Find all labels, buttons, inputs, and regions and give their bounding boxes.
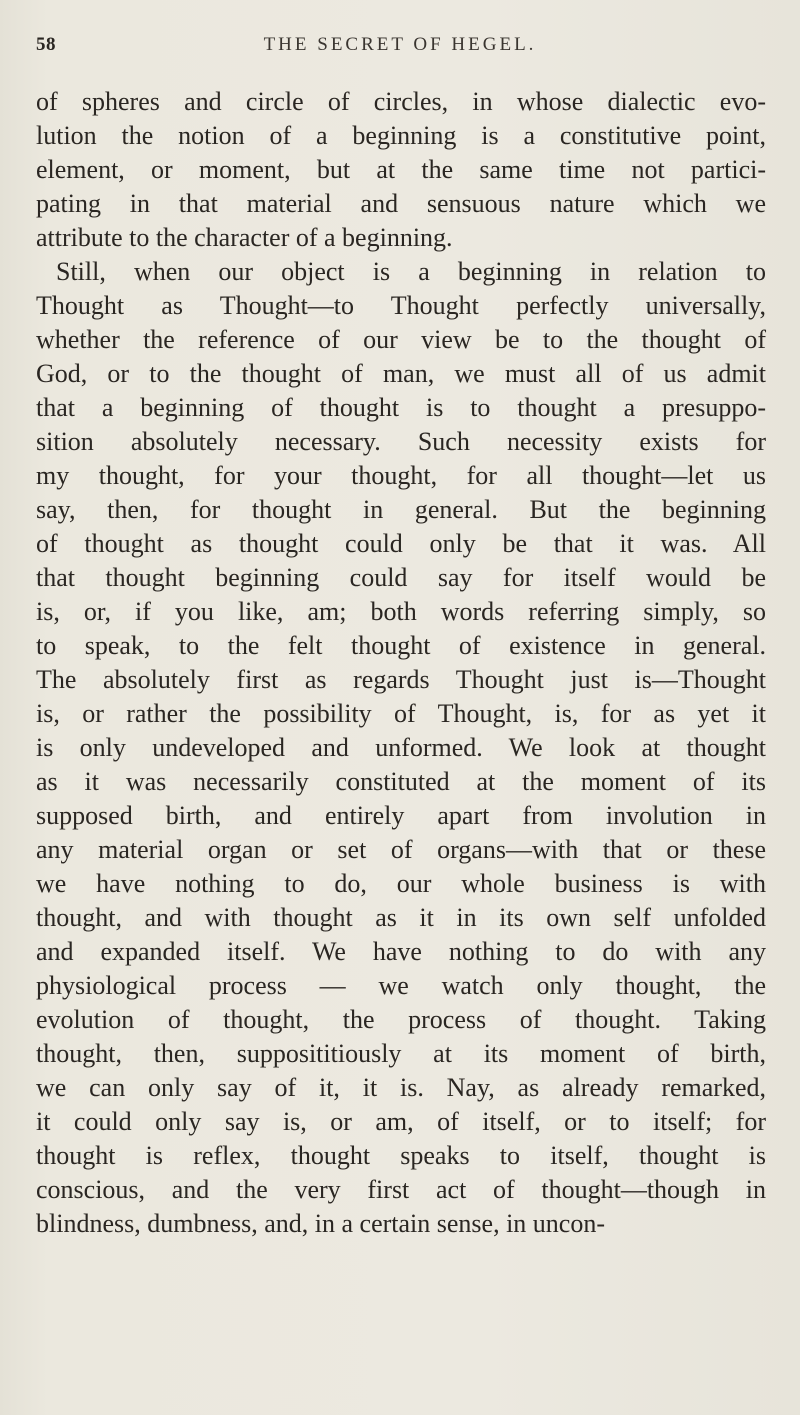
- text-line: Thought as Thought—to Thought perfectly universally,: [36, 291, 766, 320]
- text-line: any material organ or set of organs—with that or these: [36, 835, 766, 864]
- text-line: we can only say of it, it is. Nay, as already remarked,: [36, 1073, 766, 1102]
- running-head: THE SECRET OF HEGEL.: [263, 34, 537, 55]
- text-line: God, or to the thought of man, we must all of us admit: [36, 359, 766, 388]
- text-line: physiological process — we watch only thought, the: [36, 971, 766, 1000]
- text-line: thought, then, supposititiously at its moment of birth,: [36, 1039, 766, 1068]
- text-line: thought is reflex, thought speaks to itself, thought is: [36, 1141, 766, 1170]
- text-line: of spheres and circle of circles, in whose dialectic evo-: [36, 87, 766, 116]
- text-line: sition absolutely necessary. Such necessity exists for: [36, 427, 766, 456]
- text-line: evolution of thought, the process of thought. Taking: [36, 1005, 766, 1034]
- text-line: to speak, to the felt thought of existence in general.: [36, 631, 766, 660]
- text-line: blindness, dumbness, and, in a certain sense, in uncon-: [36, 1209, 605, 1238]
- text-line: is, or rather the possibility of Thought, is, for as yet it: [36, 699, 766, 728]
- text-line: and expanded itself. We have nothing to do with any: [36, 937, 766, 966]
- text-line: say, then, for thought in general. But the beginning: [36, 495, 766, 524]
- body-text: [36, 85, 766, 1241]
- text-line: is, or, if you like, am; both words referring simply, so: [36, 597, 766, 626]
- text-line: we have nothing to do, our whole business is with: [36, 869, 766, 898]
- text-line: of thought as thought could only be that it was. All: [36, 529, 766, 558]
- text-line: lution the notion of a beginning is a constitutive point,: [36, 121, 766, 150]
- text-line: attribute to the character of a beginning.: [36, 223, 453, 252]
- text-line: my thought, for your thought, for all thought—let us: [36, 461, 766, 490]
- text-line: supposed birth, and entirely apart from involution in: [36, 801, 766, 830]
- page-number: 58: [36, 34, 56, 55]
- text-line: that thought beginning could say for itself would be: [36, 563, 766, 592]
- text-line: is only undeveloped and unformed. We look at thought: [36, 733, 766, 762]
- page-header: [36, 26, 764, 66]
- text-line: Still, when our object is a beginning in relation to: [56, 257, 766, 286]
- text-line: The absolutely first as regards Thought just is—Thought: [36, 665, 766, 694]
- text-line: conscious, and the very first act of thought—though in: [36, 1175, 766, 1204]
- text-line: whether the reference of our view be to the thought of: [36, 325, 766, 354]
- text-line: it could only say is, or am, of itself, or to itself; for: [36, 1107, 766, 1136]
- text-line: element, or moment, but at the same time not partici-: [36, 155, 766, 184]
- text-line: thought, and with thought as it in its own self unfolded: [36, 903, 766, 932]
- text-line: as it was necessarily constituted at the moment of its: [36, 767, 766, 796]
- text-line: that a beginning of thought is to thought a presuppo-: [36, 393, 766, 422]
- text-line: pating in that material and sensuous nature which we: [36, 189, 766, 218]
